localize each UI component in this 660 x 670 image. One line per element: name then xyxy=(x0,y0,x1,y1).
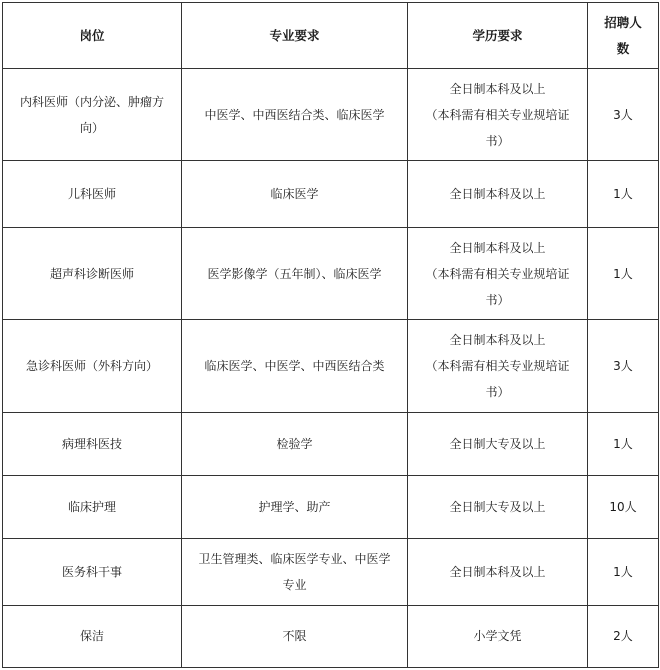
cell-text: 全日制大专及以上 xyxy=(449,499,546,514)
cell-text: 全日制本科及以上 xyxy=(449,81,546,96)
cell-education xyxy=(408,605,588,667)
cell-text: 儿科医师 xyxy=(67,187,116,202)
cell-text: 卫生管理类、临床医学专业、中医学 xyxy=(198,551,391,566)
cell-position xyxy=(3,538,182,605)
cell-text: 超声科诊断医师 xyxy=(49,266,134,281)
cell-text: 医学影像学（五年制）、临床医学 xyxy=(207,266,382,281)
cell-major xyxy=(182,69,408,161)
cell-text: 全日制本科及以上 xyxy=(449,564,546,579)
cell-major xyxy=(182,320,408,412)
cell-education xyxy=(408,69,588,161)
table-row xyxy=(3,412,659,475)
cell-text: 保洁 xyxy=(79,629,104,644)
cell-text: 临床护理 xyxy=(67,499,116,514)
cell-text: 书） xyxy=(485,133,510,148)
cell-text: 书） xyxy=(485,292,510,307)
cell-text: 急诊科医师（外科方向） xyxy=(25,358,158,373)
table-header-row xyxy=(3,3,659,69)
cell-text: 病理科医技 xyxy=(61,436,122,451)
table-row xyxy=(3,161,659,228)
header-major: 专业要求 xyxy=(182,3,408,69)
cell-text: 中医学、中西医结合类、临床医学 xyxy=(204,107,385,122)
cell-text: 小学文凭 xyxy=(473,629,522,644)
table-row xyxy=(3,605,659,667)
cell-text: 全日制大专及以上 xyxy=(449,436,546,451)
cell-position xyxy=(3,69,182,161)
cell-text: 全日制本科及以上 xyxy=(449,332,546,347)
header-count xyxy=(588,3,659,69)
header-count-line2: 数 xyxy=(616,40,630,56)
cell-text: 临床医学、中医学、中西医结合类 xyxy=(204,358,385,373)
table-row xyxy=(3,538,659,605)
cell-major xyxy=(182,228,408,320)
header-position: 岗位 xyxy=(3,3,182,69)
cell-text: 专业 xyxy=(282,577,307,592)
cell-count: 3人 xyxy=(588,320,659,412)
table-row xyxy=(3,475,659,538)
table-row xyxy=(3,320,659,412)
cell-major xyxy=(182,605,408,667)
cell-count: 1人 xyxy=(588,538,659,605)
cell-position xyxy=(3,320,182,412)
cell-position xyxy=(3,228,182,320)
cell-text: （本科需有相关专业规培证 xyxy=(425,266,570,281)
cell-text: 全日制本科及以上 xyxy=(449,240,546,255)
cell-education xyxy=(408,412,588,475)
cell-text: （本科需有相关专业规培证 xyxy=(425,358,570,373)
cell-position xyxy=(3,161,182,228)
cell-text: 内科医师（内分泌、肿瘤方 xyxy=(19,94,164,109)
cell-position xyxy=(3,412,182,475)
cell-position xyxy=(3,475,182,538)
table-row xyxy=(3,69,659,161)
cell-education xyxy=(408,161,588,228)
header-count-line1: 招聘人 xyxy=(604,14,642,30)
cell-count: 3人 xyxy=(588,69,659,161)
recruitment-table xyxy=(2,2,659,668)
cell-text: 医务科干事 xyxy=(61,564,122,579)
cell-count: 1人 xyxy=(588,412,659,475)
cell-education xyxy=(408,538,588,605)
cell-count: 2人 xyxy=(588,605,659,667)
cell-major xyxy=(182,475,408,538)
cell-major xyxy=(182,412,408,475)
cell-education xyxy=(408,320,588,412)
cell-count: 1人 xyxy=(588,228,659,320)
cell-count: 10人 xyxy=(588,475,659,538)
cell-text: 临床医学 xyxy=(270,187,319,202)
cell-text: 全日制本科及以上 xyxy=(449,187,546,202)
cell-text: 书） xyxy=(485,384,510,399)
cell-position xyxy=(3,605,182,667)
cell-text: （本科需有相关专业规培证 xyxy=(425,107,570,122)
cell-text: 向） xyxy=(79,120,104,135)
cell-text: 护理学、助产 xyxy=(258,499,331,514)
cell-text: 不限 xyxy=(282,629,307,644)
header-education: 学历要求 xyxy=(408,3,588,69)
cell-major xyxy=(182,538,408,605)
table-row xyxy=(3,228,659,320)
cell-count: 1人 xyxy=(588,161,659,228)
cell-text: 检验学 xyxy=(276,436,313,451)
cell-education xyxy=(408,228,588,320)
cell-education xyxy=(408,475,588,538)
cell-major xyxy=(182,161,408,228)
